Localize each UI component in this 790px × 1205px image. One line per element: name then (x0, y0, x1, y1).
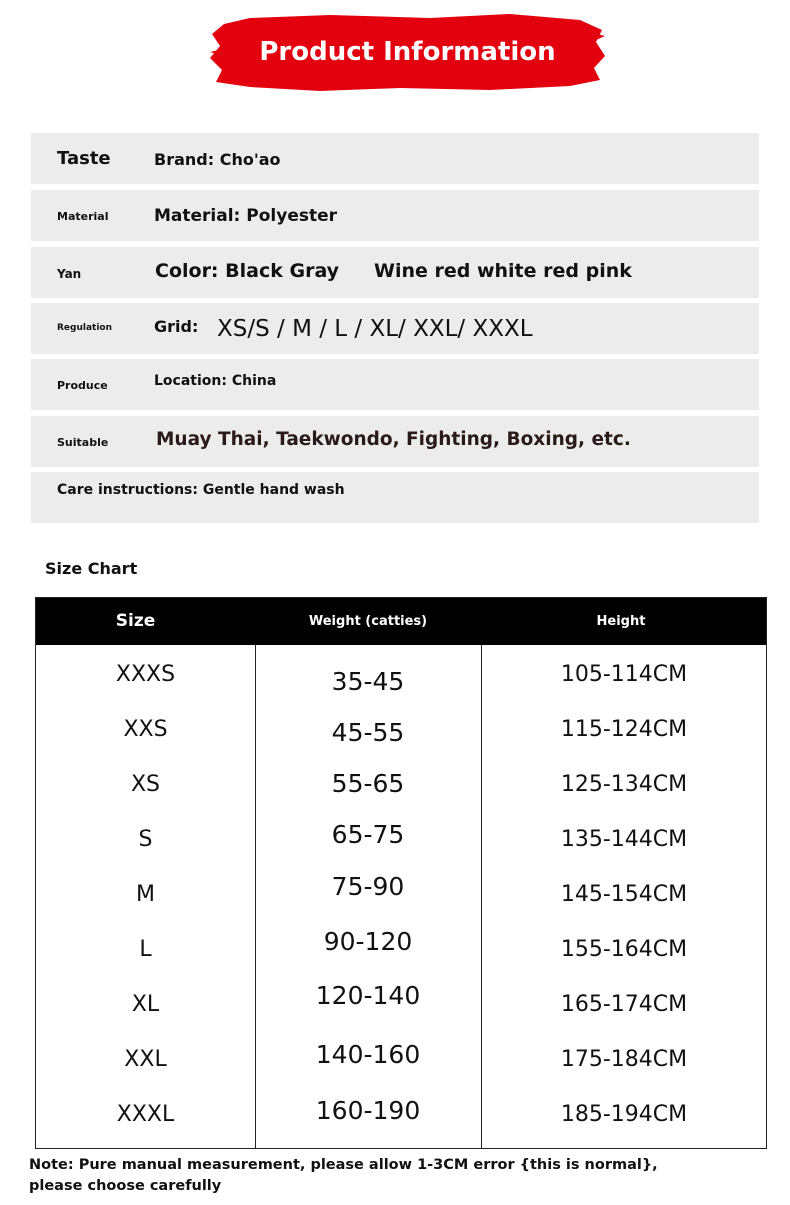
info-label: Material (57, 210, 109, 223)
height-cell: 165-174CM (560, 992, 688, 1017)
weight-cell: 45-55 (331, 718, 405, 747)
info-value-extra: Wine red white red pink (374, 260, 632, 282)
weight-cell: 160-190 (315, 1096, 421, 1125)
info-row-care (31, 472, 759, 523)
info-value: Muay Thai, Taekwondo, Fighting, Boxing, etc. (156, 429, 631, 450)
care-instructions: Care instructions: Gentle hand wash (57, 482, 345, 498)
title-banner (210, 12, 605, 92)
height-cell: 145-154CM (560, 882, 688, 907)
size-cell: M (136, 882, 155, 907)
height-cell: 135-144CM (560, 827, 688, 852)
weight-cell: 140-160 (315, 1040, 421, 1069)
measurement-note (29, 1155, 729, 1197)
info-label: Suitable (57, 436, 109, 449)
info-label: Produce (57, 379, 108, 392)
size-chart-table (35, 597, 767, 1149)
info-value: Brand: Cho'ao (154, 150, 281, 169)
weight-cell: 55-65 (331, 769, 405, 798)
info-row-material (31, 190, 759, 241)
info-label: Regulation (57, 323, 113, 333)
info-row-sizes (31, 303, 759, 354)
height-cell: 125-134CM (560, 772, 688, 797)
height-cell: 105-114CM (560, 662, 688, 687)
size-cell: XXXS (115, 662, 176, 687)
size-cell: XXS (123, 717, 168, 742)
info-row-location (31, 359, 759, 410)
info-value: Color: Black Gray (155, 260, 340, 282)
size-chart-title: Size Chart (45, 559, 138, 578)
info-row-suitable (31, 416, 759, 467)
weight-cell: 65-75 (331, 820, 405, 849)
weight-cell: 90-120 (323, 927, 413, 956)
info-row-color (31, 247, 759, 298)
size-cell: XS (130, 772, 161, 797)
height-cell: 175-184CM (560, 1047, 688, 1072)
info-label: Yan (57, 267, 82, 281)
info-label: Taste (57, 148, 111, 169)
weight-cell: 75-90 (331, 872, 405, 901)
height-cell: 155-164CM (560, 937, 688, 962)
size-list: XS/S / M / L / XL/ XXL/ XXXL (217, 316, 533, 342)
table-header (36, 598, 766, 645)
note-line: Note: Pure manual measurement, please allow 1-3CM error {this is normal}, (29, 1157, 658, 1173)
info-row-brand (31, 133, 759, 184)
info-value: Location: China (154, 373, 277, 389)
size-cell: L (139, 937, 152, 962)
header-size: Size (115, 611, 156, 631)
info-value: Grid: (154, 317, 199, 336)
header-height: Height (596, 614, 646, 629)
size-cell: XXXL (116, 1102, 175, 1127)
weight-cell: 120-140 (315, 981, 421, 1010)
banner-title: Product Information (259, 37, 556, 67)
height-cell: 115-124CM (560, 717, 688, 742)
height-cell: 185-194CM (560, 1102, 688, 1127)
note-line: please choose carefully (29, 1178, 222, 1194)
info-value: Material: Polyester (154, 206, 338, 226)
header-weight: Weight (catties) (308, 614, 428, 629)
size-cell: XXL (124, 1047, 167, 1072)
weight-cell: 35-45 (331, 667, 405, 696)
size-cell: S (138, 827, 153, 852)
size-cell: XL (131, 992, 160, 1017)
